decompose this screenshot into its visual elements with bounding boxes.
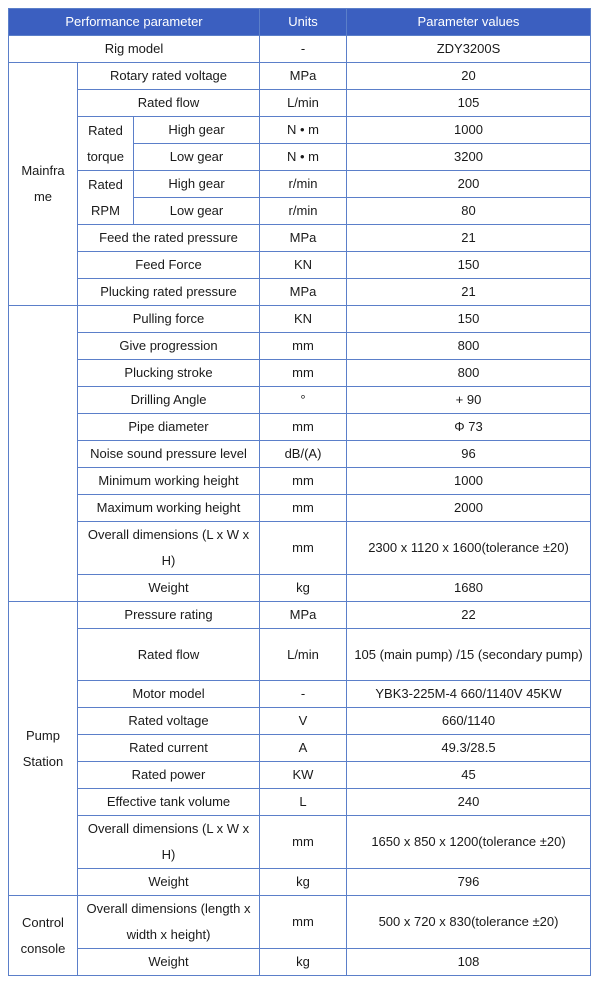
row-value: 660/1140 — [347, 708, 591, 735]
row-label: Weight — [78, 575, 260, 602]
row-value: 20 — [347, 63, 591, 90]
table-row — [9, 735, 591, 762]
table-row — [9, 333, 591, 360]
table-row — [9, 90, 591, 117]
row-unit: N • m — [260, 144, 347, 171]
row-value: 2000 — [347, 495, 591, 522]
row-unit: - — [260, 681, 347, 708]
table-row — [9, 949, 591, 976]
spec-table-container — [8, 8, 592, 976]
row-unit: mm — [260, 360, 347, 387]
row-unit: KN — [260, 252, 347, 279]
row-value: 1650 x 850 x 1200(tolerance ±20) — [347, 816, 591, 869]
row-unit: mm — [260, 896, 347, 949]
row-value: 1000 — [347, 468, 591, 495]
row-label: Pulling force — [78, 306, 260, 333]
row-value: 21 — [347, 225, 591, 252]
table-row — [9, 681, 591, 708]
table-row — [9, 117, 591, 144]
table-row — [9, 575, 591, 602]
row-unit: mm — [260, 333, 347, 360]
row-label: Drilling Angle — [78, 387, 260, 414]
table-row — [9, 522, 591, 575]
performance-parameter-table — [8, 8, 591, 976]
row-unit: KW — [260, 762, 347, 789]
row-value: 21 — [347, 279, 591, 306]
group-mainframe: Mainfra me — [9, 63, 78, 306]
row-label: Noise sound pressure level — [78, 441, 260, 468]
row-value: Φ 73 — [347, 414, 591, 441]
row-label: High gear — [134, 171, 260, 198]
row-label: Rated current — [78, 735, 260, 762]
table-row — [9, 360, 591, 387]
row-value: 2300 x 1120 x 1600(tolerance ±20) — [347, 522, 591, 575]
header-units: Units — [260, 9, 347, 36]
row-unit: kg — [260, 949, 347, 976]
group-pump-station: Pump Station — [9, 602, 78, 896]
row-unit: mm — [260, 414, 347, 441]
row-value: 800 — [347, 360, 591, 387]
row-value: 49.3/28.5 — [347, 735, 591, 762]
row-unit: L — [260, 789, 347, 816]
row-unit: V — [260, 708, 347, 735]
row-unit: N • m — [260, 117, 347, 144]
row-value: 800 — [347, 333, 591, 360]
row-unit: MPa — [260, 63, 347, 90]
row-value: 108 — [347, 949, 591, 976]
row-value: 240 — [347, 789, 591, 816]
table-row — [9, 495, 591, 522]
row-label: Rated flow — [78, 90, 260, 117]
row-unit: kg — [260, 869, 347, 896]
row-unit: - — [260, 36, 347, 63]
table-row — [9, 708, 591, 735]
row-label: Give progression — [78, 333, 260, 360]
row-label: Weight — [78, 869, 260, 896]
table-row — [9, 762, 591, 789]
row-value: 150 — [347, 252, 591, 279]
row-unit: mm — [260, 816, 347, 869]
table-row — [9, 896, 591, 949]
subgroup-rated-rpm: Rated RPM — [78, 171, 134, 225]
table-row — [9, 306, 591, 333]
row-value: 150 — [347, 306, 591, 333]
table-row — [9, 225, 591, 252]
row-unit: mm — [260, 468, 347, 495]
row-value: 96 — [347, 441, 591, 468]
row-unit: dB/(A) — [260, 441, 347, 468]
table-row — [9, 869, 591, 896]
table-header-row — [9, 9, 591, 36]
table-row — [9, 171, 591, 198]
row-label: Rotary rated voltage — [78, 63, 260, 90]
row-value: ZDY3200S — [347, 36, 591, 63]
row-label: Pressure rating — [78, 602, 260, 629]
row-label: Plucking rated pressure — [78, 279, 260, 306]
table-row — [9, 468, 591, 495]
header-parameter: Performance parameter — [9, 9, 260, 36]
group-control-console: Control console — [9, 896, 78, 976]
row-label: Minimum working height — [78, 468, 260, 495]
table-row — [9, 279, 591, 306]
row-label: Overall dimensions (L x W x H) — [78, 816, 260, 869]
table-row — [9, 252, 591, 279]
table-row — [9, 602, 591, 629]
row-value: + 90 — [347, 387, 591, 414]
row-value: 105 — [347, 90, 591, 117]
row-label: Weight — [78, 949, 260, 976]
row-label: Maximum working height — [78, 495, 260, 522]
row-label: Low gear — [134, 144, 260, 171]
row-unit: MPa — [260, 602, 347, 629]
row-label: Rated flow — [78, 629, 260, 681]
table-row — [9, 789, 591, 816]
row-label: Overall dimensions (length x width x height) — [78, 896, 260, 949]
row-label: Low gear — [134, 198, 260, 225]
table-row — [9, 63, 591, 90]
row-value: 45 — [347, 762, 591, 789]
row-value: 80 — [347, 198, 591, 225]
row-unit: ° — [260, 387, 347, 414]
row-value: 1680 — [347, 575, 591, 602]
row-unit: A — [260, 735, 347, 762]
row-label: Plucking stroke — [78, 360, 260, 387]
row-label: Pipe diameter — [78, 414, 260, 441]
row-value: 1000 — [347, 117, 591, 144]
row-value: 200 — [347, 171, 591, 198]
table-row — [9, 816, 591, 869]
header-values: Parameter values — [347, 9, 591, 36]
row-unit: r/min — [260, 198, 347, 225]
group-unnamed — [9, 306, 78, 602]
table-row — [9, 414, 591, 441]
row-unit: mm — [260, 522, 347, 575]
row-unit: r/min — [260, 171, 347, 198]
row-unit: KN — [260, 306, 347, 333]
row-value: 796 — [347, 869, 591, 896]
row-value: 500 x 720 x 830(tolerance ±20) — [347, 896, 591, 949]
row-label: Feed Force — [78, 252, 260, 279]
row-value: YBK3-225M-4 660/1140V 45KW — [347, 681, 591, 708]
table-row — [9, 387, 591, 414]
row-label: Rig model — [9, 36, 260, 63]
row-value: 105 (main pump) /15 (secondary pump) — [347, 629, 591, 681]
table-row — [9, 629, 591, 681]
row-label: Motor model — [78, 681, 260, 708]
row-unit: MPa — [260, 279, 347, 306]
table-row — [9, 36, 591, 63]
row-unit: MPa — [260, 225, 347, 252]
row-value: 3200 — [347, 144, 591, 171]
row-unit: L/min — [260, 90, 347, 117]
row-unit: L/min — [260, 629, 347, 681]
row-label: Overall dimensions (L x W x H) — [78, 522, 260, 575]
row-label: Rated power — [78, 762, 260, 789]
row-unit: kg — [260, 575, 347, 602]
subgroup-rated-torque: Rated torque — [78, 117, 134, 171]
row-unit: mm — [260, 495, 347, 522]
row-label: Effective tank volume — [78, 789, 260, 816]
row-label: Feed the rated pressure — [78, 225, 260, 252]
table-row — [9, 441, 591, 468]
row-label: Rated voltage — [78, 708, 260, 735]
row-label: High gear — [134, 117, 260, 144]
row-value: 22 — [347, 602, 591, 629]
